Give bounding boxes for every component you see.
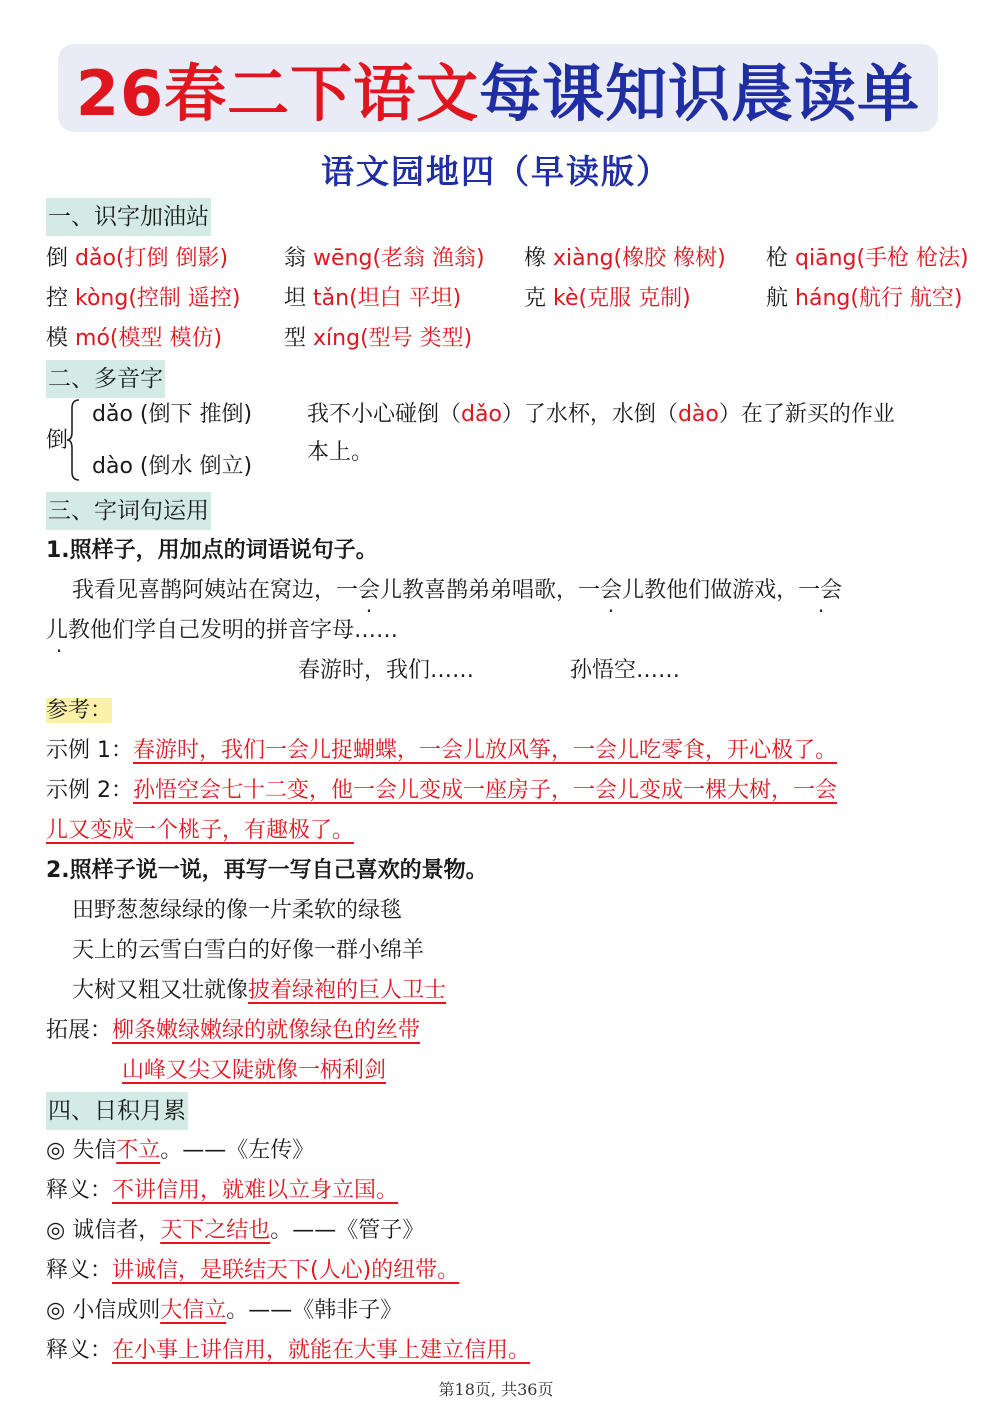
literacy-item [46, 244, 228, 274]
section-heading-usage: 三、字词句运用 [46, 492, 211, 530]
answer: 柳条嫩绿嫩绿的就像绿色的丝带 [112, 1018, 421, 1043]
label: 释义： [46, 1258, 113, 1283]
example-words: (型号 类型) [360, 326, 473, 351]
page-footer: 第18页, 共36页 [438, 1380, 554, 1399]
polyphone-sentence-line2: 本上。 [307, 440, 374, 465]
prompt-sun-wukong: 孙悟空…… [570, 658, 681, 683]
literacy-item [284, 324, 472, 354]
scene-sentence-3 [72, 976, 446, 1006]
literacy-item [46, 324, 222, 354]
example-words: (模型 模仿) [109, 326, 223, 351]
character: 枪 [766, 246, 789, 271]
meaning-2 [46, 1256, 459, 1286]
example-words: (坦白 平坦) [349, 286, 462, 311]
text: 。——《管子》 [270, 1218, 425, 1243]
title-part-red: 26春二下语文 [75, 56, 480, 130]
answer: 春游时，我们一会儿捉蝴蝶，一会儿放风筝，一会儿吃零食，开心极了。 [133, 738, 838, 763]
sample-2-line1 [46, 776, 837, 806]
character: 坦 [284, 286, 307, 311]
label: 示例 1： [46, 738, 133, 763]
literacy-item [46, 284, 241, 314]
literacy-item [284, 284, 461, 314]
meaning-1 [46, 1176, 398, 1206]
example-words: (橡胶 橡树) [613, 246, 726, 271]
polyphone-char: 倒 [46, 428, 69, 453]
sample-2-line2 [46, 816, 354, 846]
text: ）了水杯，水倒（ [501, 402, 678, 427]
example-words: (老翁 渔翁) [372, 246, 485, 271]
example-words: (打倒 倒影) [115, 246, 229, 271]
character: 橡 [524, 246, 547, 271]
dotted-word: 一会儿 [336, 578, 403, 603]
dotted-word: 一会 [798, 578, 843, 603]
character: 倒 [46, 246, 69, 271]
quote-3 [46, 1296, 402, 1326]
pinyin: xíng [313, 326, 361, 351]
pinyin: dào [677, 402, 719, 427]
answer: 大信立 [160, 1298, 227, 1323]
answer: 披着绿袍的巨人卫士 [248, 978, 447, 1003]
section-heading-polyphone: 二、多音字 [46, 360, 165, 398]
literacy-item [284, 244, 485, 274]
dotted-word: 儿 [46, 618, 69, 643]
answer: 山峰又尖又陡就像一柄利剑 [122, 1058, 387, 1083]
answer: 讲诚信，是联结天下(人心)的纽带。 [112, 1258, 460, 1283]
sample-1 [46, 736, 837, 766]
question-2: 2.照样子说一说，再写一写自己喜欢的景物。 [46, 858, 488, 883]
title-banner [58, 44, 938, 132]
lesson-subtitle: 语文园地四（早读版） [321, 152, 671, 191]
pinyin: dǎo [92, 402, 133, 427]
pinyin: qiāng [795, 246, 857, 271]
example-words: (手枪 枪法) [856, 246, 969, 271]
literacy-item [766, 244, 969, 274]
character: 克 [524, 286, 547, 311]
pinyin: tǎn [313, 286, 350, 311]
literacy-item [766, 284, 963, 314]
text: 教喜鹊弟弟唱歌， [402, 578, 579, 603]
polyphone-reading-2 [92, 452, 252, 482]
meaning-3 [46, 1336, 530, 1366]
words: (倒水 倒立) [139, 454, 253, 479]
answer: 在小事上讲信用，就能在大事上建立信用。 [112, 1338, 531, 1363]
scene-sentence-2: 天上的云雪白雪白的好像一群小绵羊 [72, 938, 425, 963]
example-line1 [72, 576, 842, 606]
pinyin: kè [553, 286, 579, 311]
text: ◎ 诚信者， [46, 1218, 161, 1243]
character: 模 [46, 326, 69, 351]
text: 。——《左传》 [160, 1138, 315, 1163]
pinyin: xiàng [553, 246, 614, 271]
pinyin: dào [92, 454, 133, 479]
character: 航 [766, 286, 789, 311]
pinyin: mó [75, 326, 110, 351]
text: 我不小心碰倒（ [307, 402, 462, 427]
label: 示例 2： [46, 778, 133, 803]
text: 我看见喜鹊阿姨站在窝边， [72, 578, 337, 603]
answer: 不讲信用，就难以立身立国。 [112, 1178, 399, 1203]
pinyin: kòng [75, 286, 129, 311]
example-line2 [46, 616, 398, 646]
reference-label [46, 696, 112, 726]
character: 翁 [284, 246, 307, 271]
example-words: (控制 遥控) [128, 286, 241, 311]
section-heading-literacy: 一、识字加油站 [46, 198, 211, 236]
text: 教他们学自己发明的拼音字母…… [68, 618, 399, 643]
text: 。——《韩非子》 [226, 1298, 403, 1323]
label: 释义： [46, 1178, 113, 1203]
answer: 儿又变成一个桃子，有趣极了。 [46, 818, 355, 843]
section-heading-accumulation: 四、日积月累 [46, 1092, 188, 1130]
answer: 天下之结也 [160, 1218, 271, 1243]
pinyin: háng [795, 286, 851, 311]
character: 型 [284, 326, 307, 351]
quote-2 [46, 1216, 424, 1246]
label: 拓展： [46, 1018, 113, 1043]
text: 大树又粗又壮就像 [72, 978, 249, 1003]
prompt-spring-outing: 春游时，我们…… [298, 658, 475, 683]
literacy-item [524, 284, 691, 314]
text: ◎ 失信 [46, 1138, 117, 1163]
text: 教他们做游戏， [644, 578, 799, 603]
extension-2 [122, 1056, 386, 1086]
text: ◎ 小信成则 [46, 1298, 161, 1323]
text: ）在了新买的作业 [718, 402, 895, 427]
words: (倒下 推倒) [139, 402, 253, 427]
answer: 不立 [116, 1138, 161, 1163]
answer: 孙悟空会七十二变，他一会儿变成一座房子，一会儿变成一棵大树，一会 [133, 778, 838, 803]
pinyin: dǎo [75, 246, 116, 271]
question-1: 1.照样子，用加点的词语说句子。 [46, 538, 378, 563]
scene-sentence-1: 田野葱葱绿绿的像一片柔软的绿毯 [72, 898, 403, 923]
character: 控 [46, 286, 69, 311]
example-words: (克服 克制) [578, 286, 691, 311]
text: 参考： [46, 698, 113, 723]
literacy-item [524, 244, 726, 274]
polyphone-sentence-line1 [307, 400, 895, 430]
polyphone-reading-1 [92, 400, 252, 430]
brace-icon [66, 398, 80, 482]
extension-1 [46, 1016, 420, 1046]
label: 释义： [46, 1338, 113, 1363]
pinyin: dǎo [461, 402, 502, 427]
pinyin: wēng [313, 246, 373, 271]
dotted-word: 一会儿 [578, 578, 645, 603]
example-words: (航行 航空) [850, 286, 963, 311]
title-part-blue: 每课知识晨读单 [479, 56, 921, 130]
quote-1 [46, 1136, 314, 1166]
